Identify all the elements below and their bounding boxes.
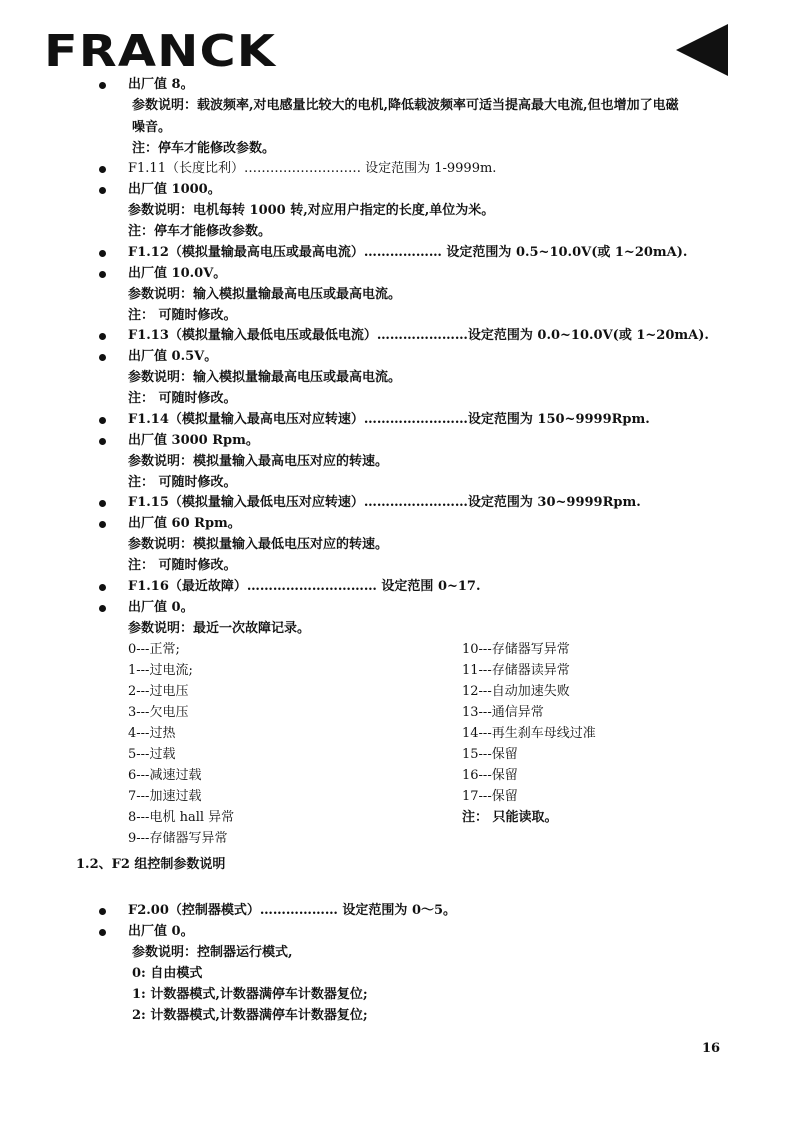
note-f1-13: 注： 可随时修改。 <box>128 391 237 406</box>
default-value-f1-13: 出厂值 0.5V。 <box>128 349 218 364</box>
mode-item: 1: 计数器模式,计数器满停车计数器复位; <box>132 987 368 1002</box>
param-f1-11: F1.11（长度比利）……………………… 设定范围为 1-9999m. <box>128 161 497 176</box>
note-read-only: 注： 只能读取。 <box>462 810 558 825</box>
param-desc-f1-13: 参数说明：输入模拟量输最高电压或最高电流。 <box>128 370 402 385</box>
note-f1-10: 注：停车才能修改参数。 <box>132 141 276 156</box>
fault-code-item: 2---过电压 <box>128 684 189 699</box>
back-arrow-icon[interactable] <box>674 22 730 78</box>
bullet-icon <box>99 605 106 612</box>
fault-code-item: 9---存储器写异常 <box>128 831 228 846</box>
fault-code-item: 3---欠电压 <box>128 705 189 720</box>
fault-code-item: 0---正常; <box>128 642 180 657</box>
mode-item: 0: 自由模式 <box>132 966 203 981</box>
fault-code-item: 11---存储器读异常 <box>462 663 570 678</box>
default-value-f1-14: 出厂值 3000 Rpm。 <box>128 433 259 448</box>
param-f1-15: F1.15（模拟量输入最低电压对应转速）……………………设定范围为 30~9999Rpm. <box>128 495 641 510</box>
default-value-f1-12: 出厂值 10.0V。 <box>128 266 227 281</box>
param-f1-14: F1.14（模拟量输入最高电压对应转速）……………………设定范围为 150~9999Rpm. <box>128 412 650 427</box>
bullet-icon <box>99 271 106 278</box>
bullet-icon <box>99 333 106 340</box>
param-f2-00: F2.00（控制器模式）……………… 设定范围为 0～5。 <box>128 903 457 918</box>
bullet-icon <box>99 929 106 936</box>
fault-code-item: 12---自动加速失败 <box>462 684 570 699</box>
fault-code-item: 1---过电流; <box>128 663 193 678</box>
fault-code-item: 8---电机 hall 异常 <box>128 810 235 825</box>
bullet-icon <box>99 438 106 445</box>
mode-item: 2: 计数器模式,计数器满停车计数器复位; <box>132 1008 368 1023</box>
bullet-icon <box>99 908 106 915</box>
note-f1-12: 注： 可随时修改。 <box>128 308 237 323</box>
param-desc-f1-10-cont: 噪音。 <box>132 120 172 135</box>
bullet-icon <box>99 250 106 257</box>
bullet-icon <box>99 521 106 528</box>
bullet-icon <box>99 500 106 507</box>
bullet-icon <box>99 584 106 591</box>
bullet-icon <box>99 354 106 361</box>
fault-code-item: 5---过载 <box>128 747 176 762</box>
default-value-f1-10: 出厂值 8。 <box>128 77 194 92</box>
param-desc-f1-11: 参数说明：电机每转 1000 转,对应用户指定的长度,单位为米。 <box>128 203 495 218</box>
fault-code-item: 10---存储器写异常 <box>462 642 570 657</box>
section-title: 1.2、F2 组控制参数说明 <box>76 857 226 872</box>
fault-code-item: 4---过热 <box>128 726 176 741</box>
param-desc-f2-00: 参数说明：控制器运行模式, <box>132 945 293 960</box>
fault-code-item: 14---再生刹车母线过准 <box>462 726 596 741</box>
bullet-icon <box>99 82 106 89</box>
bullet-icon <box>99 417 106 424</box>
bullet-icon <box>99 187 106 194</box>
page-number: 16 <box>702 1041 721 1056</box>
fault-code-item: 13---通信异常 <box>462 705 544 720</box>
default-value-f1-15: 出厂值 60 Rpm。 <box>128 516 241 531</box>
fault-code-item: 16---保留 <box>462 768 518 783</box>
param-desc-f1-14: 参数说明：模拟量输入最高电压对应的转速。 <box>128 454 389 469</box>
note-f1-14: 注： 可随时修改。 <box>128 475 237 490</box>
default-value-f2-00: 出厂值 0。 <box>128 924 194 939</box>
param-f1-16: F1.16（最近故障）………………………… 设定范围 0~17. <box>128 579 481 594</box>
fault-code-item: 15---保留 <box>462 747 518 762</box>
param-desc-f1-10: 参数说明：载波频率,对电感量比较大的电机,降低载波频率可适当提高最大电流,但也增加了电磁 <box>132 98 679 113</box>
note-f1-11: 注：停车才能修改参数。 <box>128 224 272 239</box>
bullet-icon <box>99 166 106 173</box>
note-f1-15: 注： 可随时修改。 <box>128 558 237 573</box>
param-desc-f1-16: 参数说明：最近一次故障记录。 <box>128 621 311 636</box>
param-f1-13: F1.13（模拟量输入最低电压或最低电流）…………………设定范围为 0.0~10.0V(或 1~20mA). <box>128 328 709 343</box>
fault-code-item: 6---减速过载 <box>128 768 202 783</box>
param-desc-f1-15: 参数说明：模拟量输入最低电压对应的转速。 <box>128 537 389 552</box>
fault-code-item: 17---保留 <box>462 789 518 804</box>
default-value-f1-16: 出厂值 0。 <box>128 600 194 615</box>
fault-code-item: 7---加速过载 <box>128 789 202 804</box>
franck-logo: FRANCK <box>44 26 277 77</box>
default-value-f1-11: 出厂值 1000。 <box>128 182 221 197</box>
param-f1-12: F1.12（模拟量输最高电压或最高电流）……………… 设定范围为 0.5~10.0V(或 1~20mA). <box>128 245 688 260</box>
param-desc-f1-12: 参数说明：输入模拟量输最高电压或最高电流。 <box>128 287 402 302</box>
